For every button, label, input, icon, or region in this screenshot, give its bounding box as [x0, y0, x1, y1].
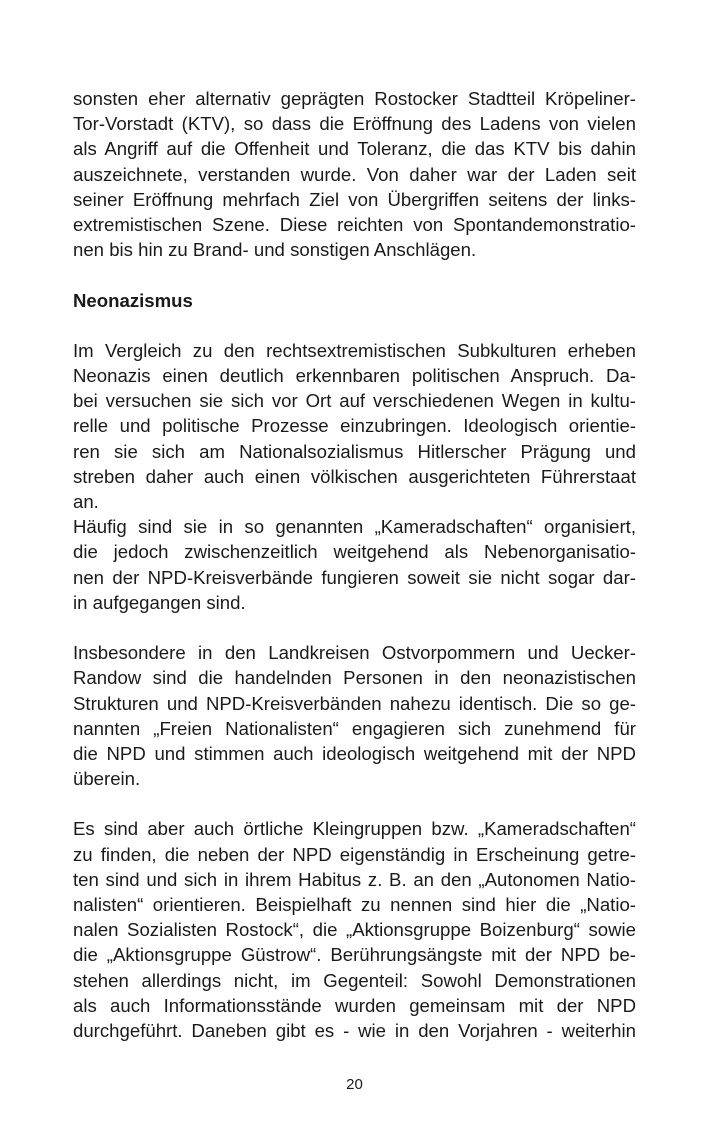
- text-line: Insbesondere in den Landkreisen Ostvorpommern und Uecker-: [73, 642, 636, 664]
- text-line: Tor-Vorstadt (KTV), so dass die Eröffnung des Ladens von vielen: [73, 113, 636, 135]
- text-line: sonsten eher alternativ geprägten Rostocker Stadtteil Kröpeliner-: [73, 88, 636, 109]
- text-line: nen der NPD-Kreisverbände fungieren soweit sie nicht sogar dar-: [73, 566, 636, 588]
- text-line: seiner Eröffnung mehrfach Ziel von Übergriffen seitens der links-: [73, 188, 636, 210]
- text-line: nen bis hin zu Brand- und sonstigen Anschlägen.: [73, 239, 477, 261]
- text-line: nannten „Freien Nationalisten“ engagieren sich zunehmend für: [73, 717, 636, 739]
- text-line: als Angriff auf die Offenheit und Toleranz, die das KTV bis dahin: [73, 138, 636, 160]
- paragraph-gap: [73, 262, 636, 287]
- text-line: ten sind und sich in ihrem Habitus z. B. an den „Autonomen Natio-: [73, 868, 636, 890]
- text-line: an.: [73, 491, 99, 512]
- text-line: nalisten“ orientieren. Beispielhaft zu nennen sind hier die „Natio-: [73, 894, 636, 915]
- paragraph-gap: [73, 791, 636, 816]
- text-line: relle und politische Prozesse einzubringen. Ideologisch orientie-: [73, 415, 636, 437]
- text-line: Häufig sind sie in so genannten „Kameradschaften“ organisiert,: [73, 516, 636, 538]
- paragraph-5: [73, 816, 636, 1043]
- section-heading: Neonazismus: [73, 289, 193, 311]
- text-line: extremistischen Szene. Diese reichten von Spontandemonstratio-: [73, 213, 636, 235]
- text-line: Strukturen und NPD-Kreisverbänden nahezu identisch. Die so ge-: [73, 692, 636, 714]
- text-line: als auch Informationsstände wurden gemeinsam mit der NPD: [73, 994, 636, 1016]
- text-line: Es sind aber auch örtliche Kleingruppen bzw. „Kameradschaften“: [73, 818, 636, 840]
- text-line: durchgeführt. Daneben gibt es - wie in den Vorjahren - weiterhin: [73, 1019, 636, 1041]
- text-line: die „Aktionsgruppe Güstrow“. Berührungsängste mit der NPD be-: [73, 944, 636, 966]
- text-line: in aufgegangen sind.: [73, 591, 246, 613]
- paragraph-2: [73, 338, 636, 514]
- text-line: zu finden, die neben der NPD eigenständig in Erscheinung getre-: [73, 843, 636, 865]
- paragraph-1: [73, 86, 636, 262]
- text-line: stehen allerdings nicht, im Gegenteil: Sowohl Demonstrationen: [73, 969, 636, 991]
- text-line: Im Vergleich zu den rechtsextremistischen Subkulturen erheben: [73, 339, 636, 361]
- text-line: die NPD und stimmen auch ideologisch weitgehend mit der NPD: [73, 742, 636, 764]
- page-number: 20: [346, 1076, 363, 1093]
- text-line: ren sie sich am Nationalsozialismus Hitlerscher Prägung und: [73, 440, 636, 462]
- paragraph-gap: [73, 313, 636, 338]
- text-line: streben daher auch einen völkischen ausgerichteten Führerstaat: [73, 465, 636, 487]
- text-line: die jedoch zwischenzeitlich weitgehend als Nebenorganisatio-: [73, 541, 636, 563]
- text-line: überein.: [73, 768, 141, 790]
- document-page-body: [73, 86, 636, 1043]
- paragraph-3: [73, 514, 636, 615]
- text-line: Neonazis einen deutlich erkennbaren politischen Anspruch. Da-: [73, 365, 636, 387]
- text-line: nalen Sozialisten Rostock“, die „Aktionsgruppe Boizenburg“ sowie: [73, 919, 636, 941]
- paragraph-gap: [73, 615, 636, 640]
- paragraph-4: [73, 640, 636, 791]
- text-line: auszeichnete, verstanden wurde. Von daher war der Laden seit: [73, 163, 636, 185]
- text-line: bei versuchen sie sich vor Ort auf verschiedenen Wegen in kultu-: [73, 390, 636, 412]
- text-line: Randow sind die handelnden Personen in den neonazistischen: [73, 667, 636, 689]
